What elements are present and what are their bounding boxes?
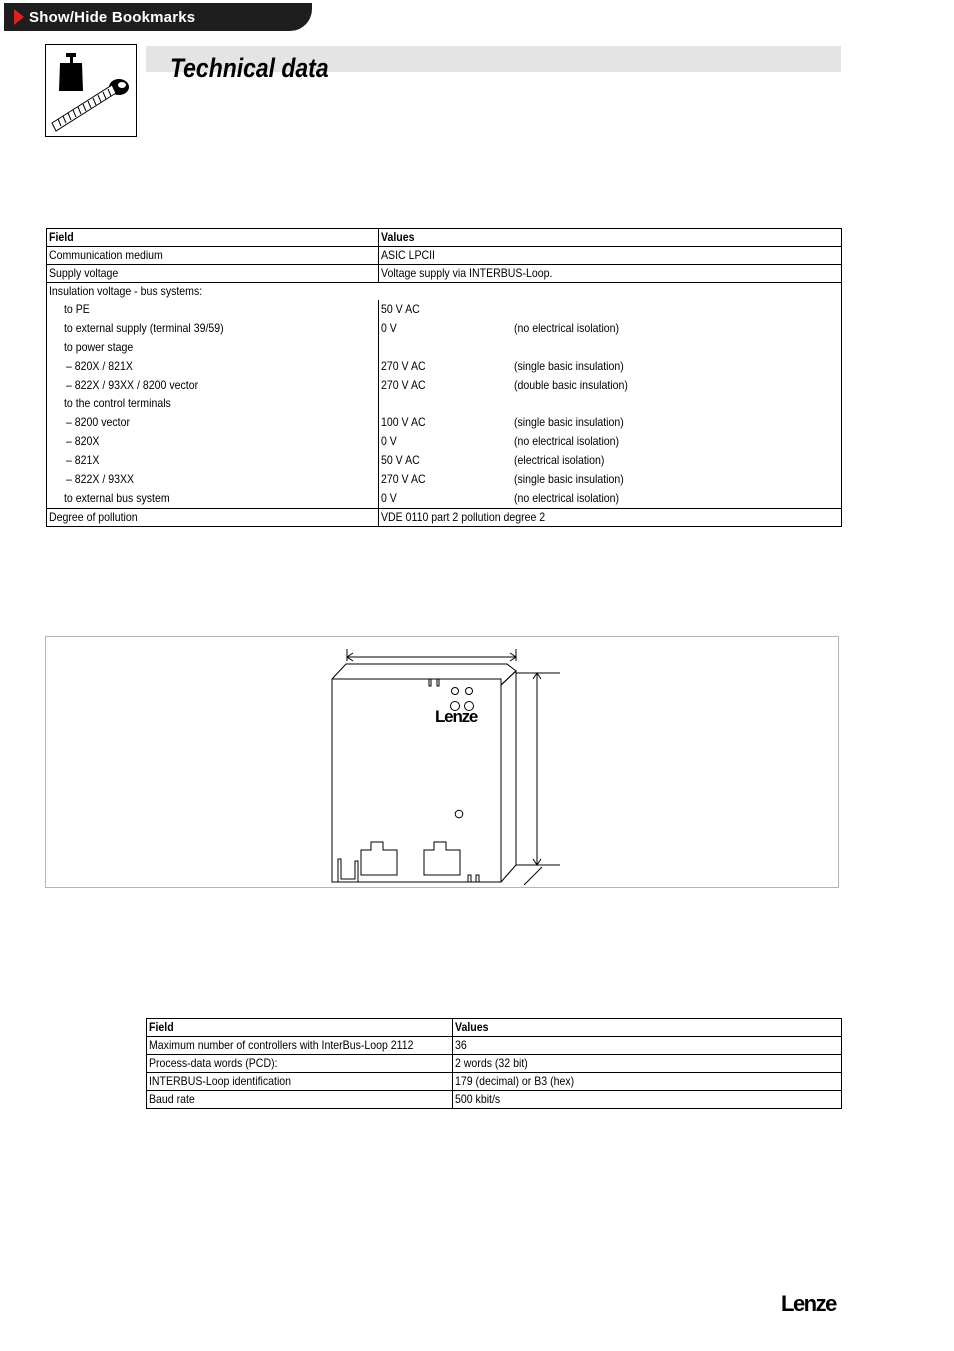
insulation-item-note: (no electrical isolation) <box>514 434 620 449</box>
insulation-block <box>47 300 842 508</box>
table-row <box>47 508 842 526</box>
technical-data-table <box>46 228 842 527</box>
table-row <box>147 1091 842 1109</box>
table-row <box>147 1055 842 1073</box>
table-row <box>147 1073 842 1091</box>
row-field: Degree of pollution <box>49 509 138 524</box>
table-row <box>47 247 842 265</box>
module-outline-drawing <box>46 637 838 887</box>
header-values: Values <box>452 1019 841 1037</box>
table-header-row <box>147 1019 842 1037</box>
row-field: Supply voltage <box>49 266 119 280</box>
table-row <box>147 1037 842 1055</box>
insulation-item-note: (no electrical isolation) <box>514 320 620 335</box>
insulation-item-value: 270 V AC <box>381 377 426 392</box>
show-hide-bookmarks-button[interactable] <box>4 3 312 31</box>
insulation-item-label: – 820X / 821X <box>66 358 133 373</box>
insulation-item-label: to external supply (terminal 39/59) <box>64 320 224 335</box>
insulation-item-label: to PE <box>64 302 90 316</box>
insulation-item-label: – 822X / 93XX / 8200 vector <box>66 377 199 392</box>
insulation-item-value: 100 V AC <box>381 415 426 430</box>
insulation-item-note: (no electrical isolation) <box>514 490 620 505</box>
bookmarks-button-label: Show/Hide Bookmarks <box>29 8 196 26</box>
insulation-item-value: 0 V <box>381 320 397 335</box>
technical-data-icon <box>45 44 137 137</box>
insulation-item-note: (single basic insulation) <box>514 415 624 430</box>
insulation-label-row <box>47 283 842 301</box>
insulation-item-label: – 820X <box>66 434 100 449</box>
insulation-item-label: to external bus system <box>64 490 170 505</box>
header-field: Field <box>147 1019 453 1037</box>
dimension-drawing <box>45 636 839 888</box>
row-value: 500 kbit/s <box>454 1092 500 1106</box>
row-field: Communication medium <box>49 248 163 262</box>
row-field: Maximum number of controllers with InterBus-Loop 2112 <box>149 1038 414 1052</box>
insulation-item-value: 0 V <box>381 434 397 449</box>
table-row <box>47 265 842 283</box>
insulation-item-note: (double basic insulation) <box>514 377 628 392</box>
row-value: VDE 0110 part 2 pollution degree 2 <box>381 509 546 524</box>
insulation-item-value: 270 V AC <box>381 358 426 373</box>
page-title: Technical data <box>170 53 329 83</box>
insulation-item-label: to power stage <box>64 339 134 354</box>
insulation-item-label: – 821X <box>66 453 100 468</box>
insulation-item-value: 0 V <box>381 490 397 505</box>
header-values: Values <box>379 229 842 247</box>
module-brand-logo: Lenze <box>435 707 478 726</box>
insulation-item-value: 50 V AC <box>381 453 420 468</box>
row-field: INTERBUS-Loop identification <box>149 1074 292 1088</box>
table-header-row <box>47 229 842 247</box>
interbus-loop-table <box>146 1018 842 1109</box>
insulation-item-value: 50 V AC <box>381 302 420 316</box>
row-value: ASIC LPCII <box>381 248 435 262</box>
insulation-item-label: – 8200 vector <box>66 415 130 430</box>
row-field: Process-data words (PCD): <box>149 1056 278 1070</box>
header-field: Field <box>47 229 379 247</box>
insulation-item-value: 270 V AC <box>381 472 426 487</box>
insulation-item-label: to the control terminals <box>64 396 171 411</box>
footer-brand-logo: Lenze <box>781 1291 836 1316</box>
insulation-item-note: (single basic insulation) <box>514 472 624 487</box>
insulation-item-note: (single basic insulation) <box>514 358 624 373</box>
row-value: 179 (decimal) or B3 (hex) <box>454 1074 574 1088</box>
insulation-label: Insulation voltage - bus systems: <box>49 284 203 298</box>
insulation-item-note: (electrical isolation) <box>514 453 605 468</box>
row-value: Voltage supply via INTERBUS-Loop. <box>381 266 553 280</box>
row-value: 2 words (32 bit) <box>454 1056 528 1070</box>
row-value: 36 <box>454 1038 467 1052</box>
insulation-item-label: – 822X / 93XX <box>66 472 135 487</box>
triangle-right-icon <box>14 9 24 25</box>
row-field: Baud rate <box>149 1092 195 1106</box>
